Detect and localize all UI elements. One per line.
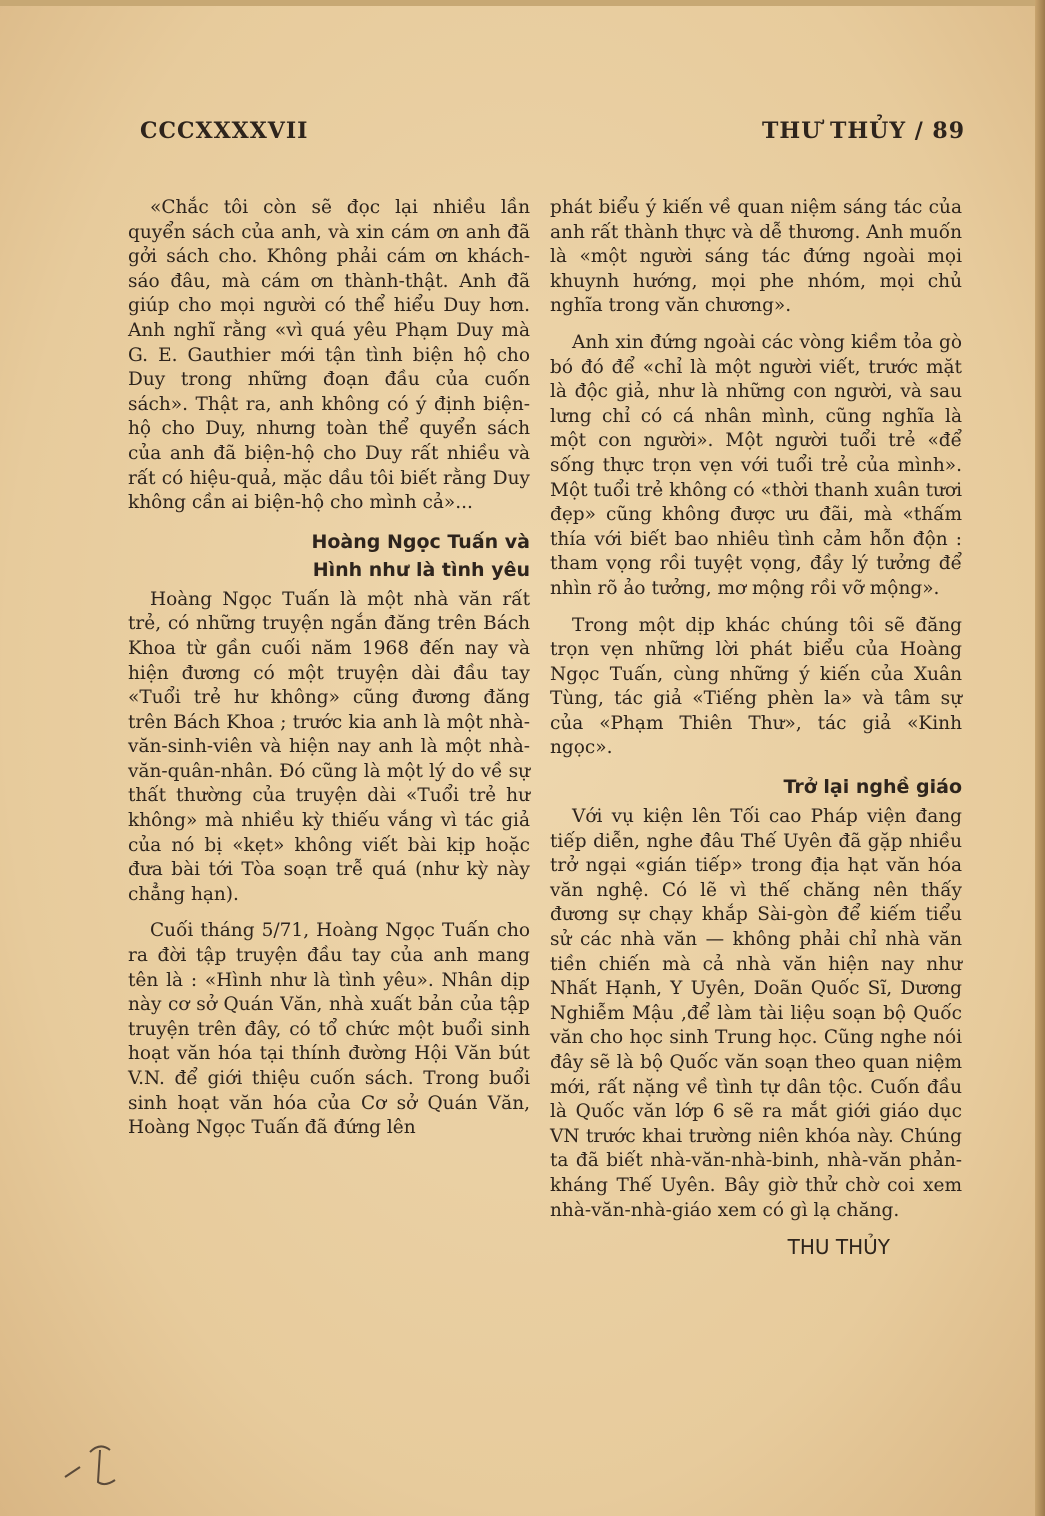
heading-line: Hình như là tình yêu xyxy=(312,558,530,581)
body-paragraph: Hoàng Ngọc Tuấn là một nhà văn rất trẻ, có những truyện ngắn đăng trên Bách Khoa từ gần cuối năm 1968 đến nay và hiện đương có một truyện dài đầu tay «Tuổi trẻ hư không» cũng đương đăng trên Bách Khoa ; trước kia anh là một nhà-văn-sinh-viên và hiện nay anh là một nhà-văn-quân-nhân. Đó cũng là một lý do về sự thất thường của truyện dài «Tuổi trẻ hư không» mà nhiều kỳ thiếu vắng vì tác giả của nó bị «kẹt» không viết bài kịp hoặc đưa bài tới Tòa soạn trễ quá (như kỳ này chẳng hạn). xyxy=(128,588,530,905)
page-right-edge xyxy=(1035,0,1045,1516)
page-top-edge xyxy=(0,0,1045,6)
body-paragraph: phát biểu ý kiến về quan niệm sáng tác của anh rất thành thực và dễ thương. Anh muốn là «một người sáng tác đứng ngoài mọi khuynh hướng, mọi phe nhóm, mọi chủ nghĩa trong văn chương». xyxy=(550,197,962,317)
quote-paragraph: «Chắc tôi còn sẽ đọc lại nhiều lần quyển sách của anh, và xin cám ơn anh đã gởi sách cho. Không phải cám ơn khách-sáo đâu, mà cám ơn thành-thật. Anh đã giúp cho mọi người có thể hiểu Duy hơn. Anh nghĩ rằng «vì quá yêu Phạm Duy mà G. E. Gauthier mới tận tình biện hộ cho Duy trong những đoạn đầu của cuốn sách». Thật ra, anh không có ý định biện-hộ cho Duy, nhưng toàn thể quyển sách của anh đã biện-hộ cho Duy rất nhiều và rất có hiệu-quả, mặc dầu tôi biết rằng Duy không cần ai biện-hộ cho mình cả»... xyxy=(128,197,530,514)
section-heading-tro-lai-nghe-giao: Trở lại nghề giáo xyxy=(783,776,962,799)
section-heading-hoang-ngoc-tuan xyxy=(128,528,530,584)
pencil-mark-icon xyxy=(60,1432,160,1492)
author-signature: THU THỦY xyxy=(787,1235,890,1260)
body-paragraph: Trong một dịp khác chúng tôi sẽ đăng trọn vẹn những lời phát biểu của Hoàng Ngọc Tuấn, cùng những ý kiến của Xuân Tùng, tác giả «Tiếng phèn la» và tâm sự của «Phạm Thiên Thư», tác giả «Kinh ngọc». xyxy=(550,614,962,759)
issue-number: CCCXXXXVII xyxy=(140,118,309,144)
left-column xyxy=(128,196,530,1153)
body-paragraph: Với vụ kiện lên Tối cao Pháp viện đang tiếp diễn, nghe đâu Thế Uyên đã gặp nhiều trở ngại «gián tiếp» trong địa hạt văn hóa văn nghệ. Có lẽ vì thế chăng nên thấy đương sự chạy khắp Sài-gòn để kiếm tiểu sử các nhà văn — không phải chỉ nhà văn tiền chiến mà cả nhà văn hiện nay như Nhất Hạnh, Y Uyên, Doãn Quốc Sĩ, Dương Nghiễm Mậu ,để làm tài liệu soạn bộ Quốc văn cho học sinh Trung học. Cũng nghe nói đây sẽ là bộ Quốc văn soạn theo quan niệm mới, rất nặng về tình tự dân tộc. Cuốn đầu là Quốc văn lớp 6 sẽ ra mắt giới giáo dục VN trước khai trường niên khóa này. Chúng ta đã biết nhà-văn-nhà-binh, nhà-văn phản-kháng Thế Uyên. Bây giờ thử chờ coi xem nhà-văn-nhà-giáo xem có gì lạ chăng. xyxy=(550,806,962,1221)
body-paragraph: Cuối tháng 5/71, Hoàng Ngọc Tuấn cho ra đời tập truyện đầu tay của anh mang tên là : «Hình như là tình yêu». Nhân dịp này cơ sở Quán Văn, nhà xuất bản của tập truyện trên đây, có tổ chức một buổi sinh hoạt văn hóa tại thính đường Hội Văn bút V.N. để giới thiệu cuốn sách. Trong buổi sinh hoạt văn hóa của Cơ sở Quán Văn, Hoàng Ngọc Tuấn đã đứng lên xyxy=(128,920,530,1139)
body-paragraph: Anh xin đứng ngoài các vòng kiềm tỏa gò bó đó để «chỉ là một người viết, trước mặt là độc giả, như là những con người, và sau lưng chỉ có cá nhân mình, cũng nghĩa là một con người». Một người tuổi trẻ «để sống thực trọn vẹn với tuổi trẻ của mình». Một tuổi trẻ không có «thời thanh xuân tươi đẹp» cũng không được ưu đãi, mà «thấm thía với biết bao nhiêu tình cảm hỗn độn : tham vọng rồi tuyệt vọng, đầy lý tưởng để nhìn rõ ảo tưởng, mơ mộng rồi vỡ mộng». xyxy=(550,331,962,599)
right-column xyxy=(550,196,962,1260)
section-page-header: THƯ THỦY / 89 xyxy=(762,118,966,144)
heading-line: Hoàng Ngọc Tuấn và xyxy=(311,530,530,553)
